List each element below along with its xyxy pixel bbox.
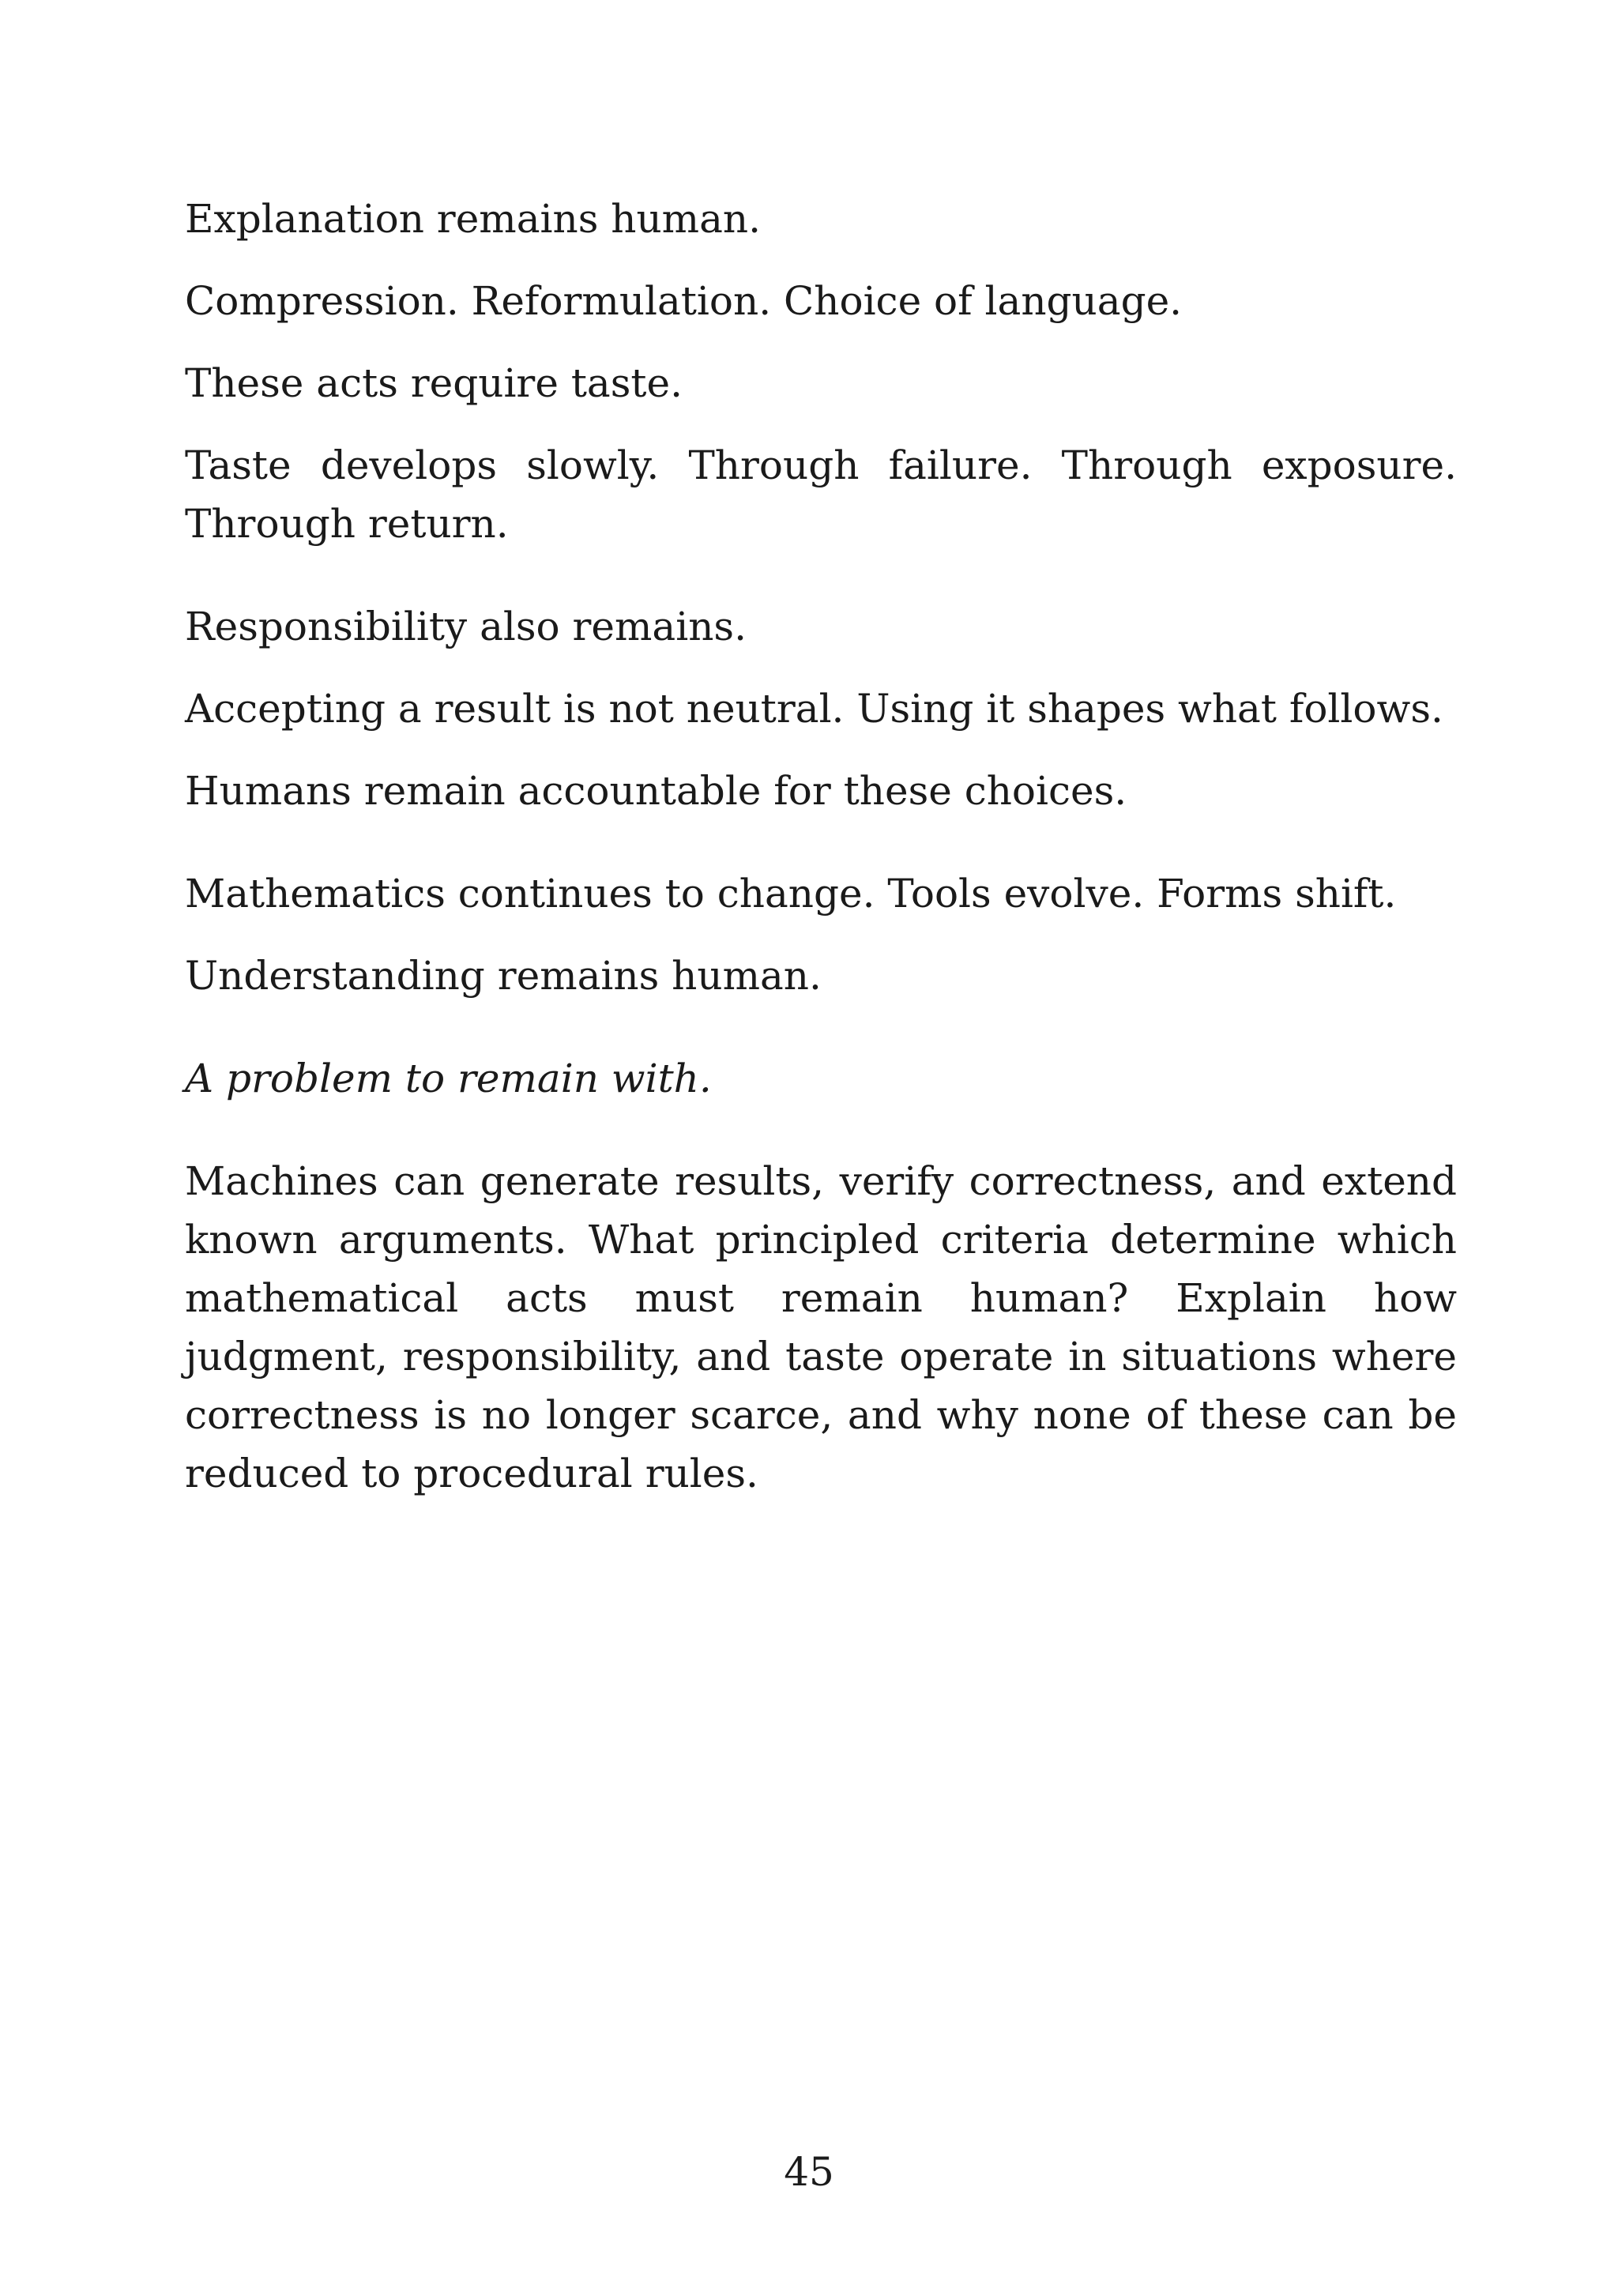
paragraph-compression: Compression. Reformulation. Choice of language. xyxy=(185,278,1183,324)
page-number: 45 xyxy=(784,2149,834,2195)
page-body xyxy=(185,190,1457,1503)
problem-heading: A problem to remain with. xyxy=(185,1056,712,1101)
paragraph-accepting-result: Accepting a result is not neutral. Using it shapes what follows. xyxy=(185,686,1443,732)
paragraph-understanding: Understanding remains human. xyxy=(185,953,822,999)
paragraph-responsibility: Responsibility also remains. xyxy=(185,604,747,649)
problem-text: Machines can generate results, verify correctness, and extend known arguments. What principled criteria determine which mathematical acts must remain human? Explain how judgment, responsibility, and taste operate in situations where correctness is no longer scarce, and why none of these can be reduced to procedural rules. xyxy=(185,1158,1457,1496)
paragraph-explanation: Explanation remains human. xyxy=(185,196,761,242)
paragraph-mathematics-changes: Mathematics continues to change. Tools evolve. Forms shift. xyxy=(185,871,1397,917)
paragraph-accountable: Humans remain accountable for these choices. xyxy=(185,768,1127,814)
paragraph-taste-develops: Taste develops slowly. Through failure. Through exposure. Through return. xyxy=(185,442,1457,547)
paragraph-taste-acts: These acts require taste. xyxy=(185,360,683,406)
